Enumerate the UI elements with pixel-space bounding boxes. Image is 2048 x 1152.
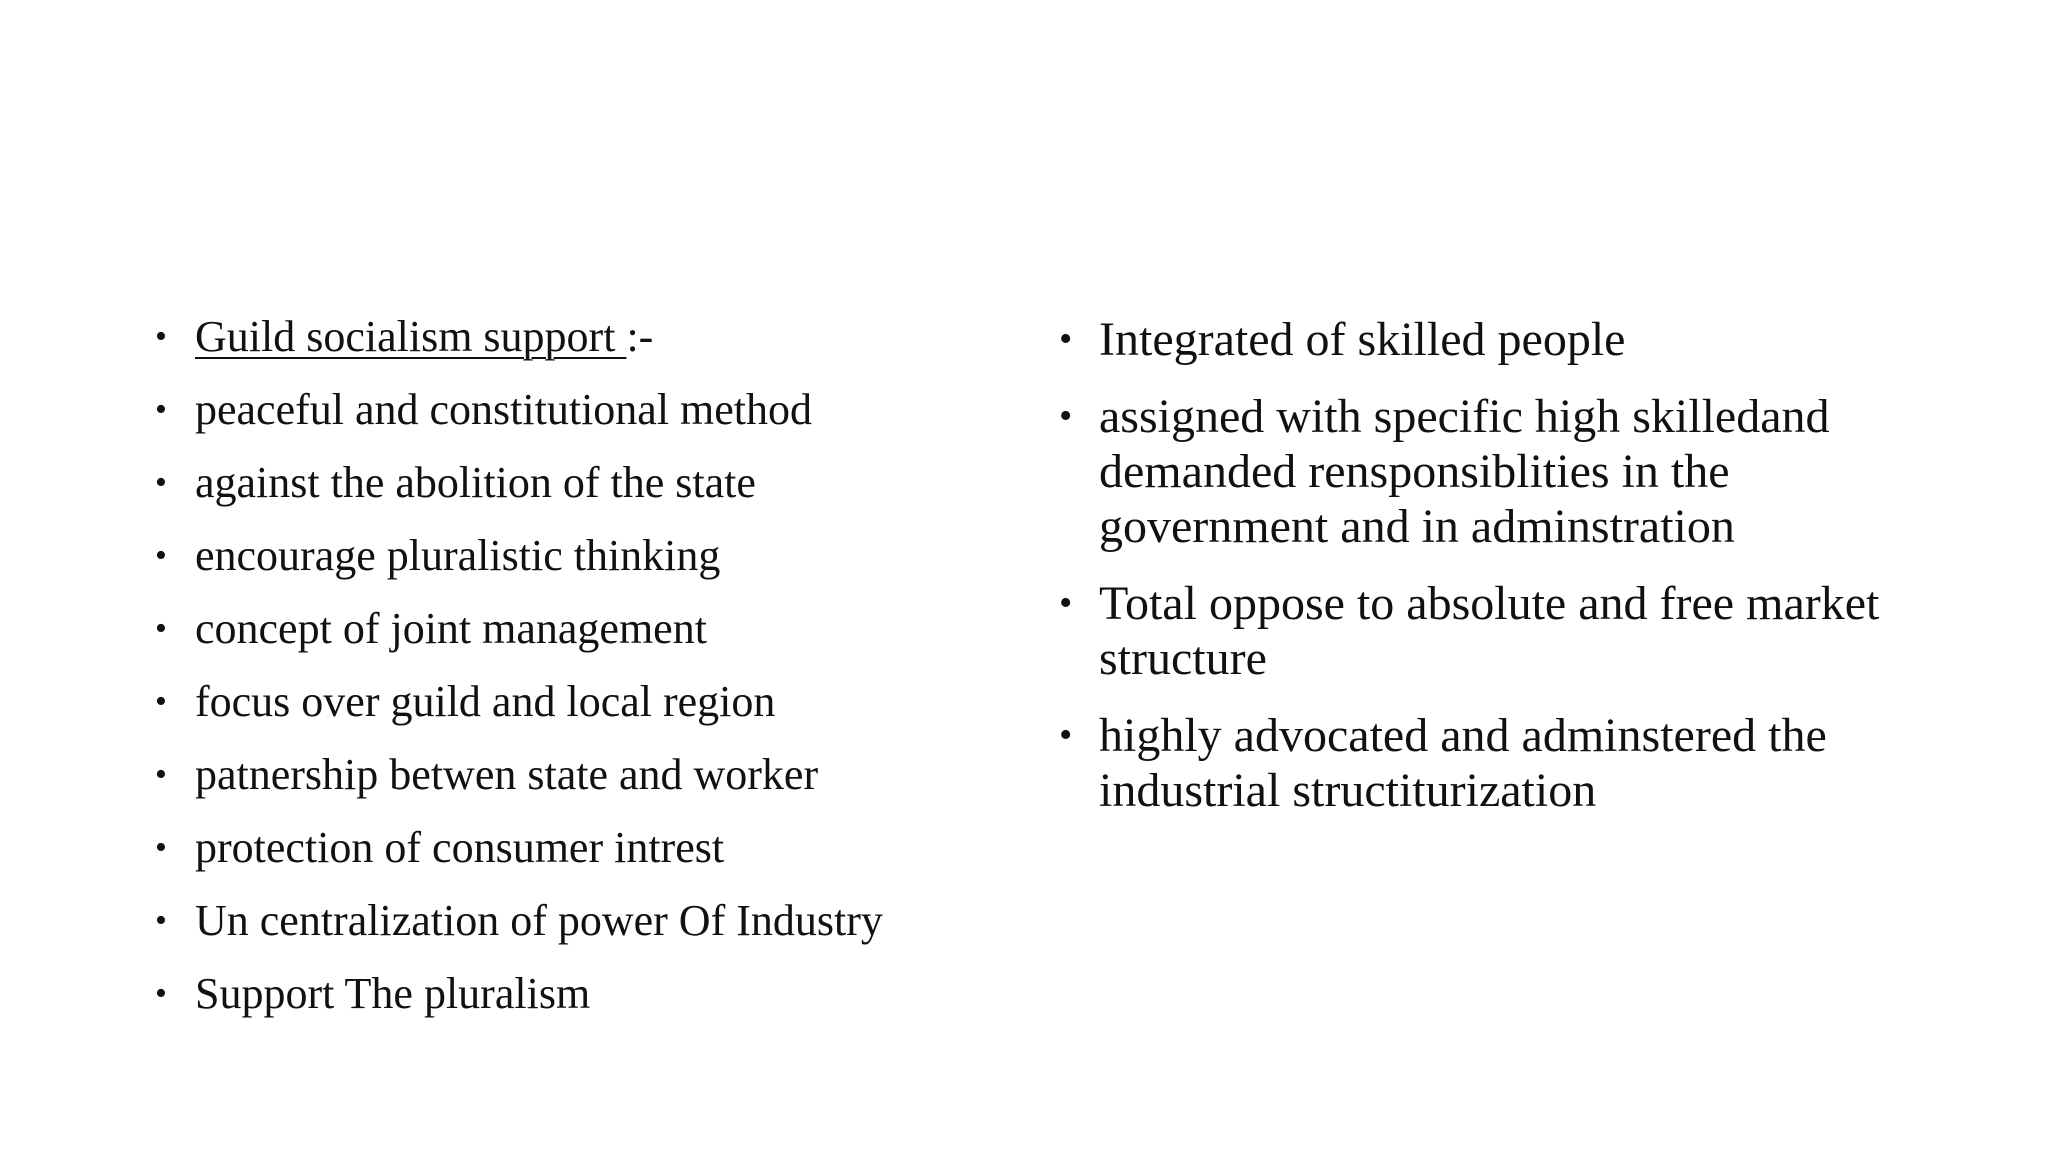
bullet-icon: • <box>155 683 167 720</box>
list-item <box>155 604 975 677</box>
list-item <box>1059 576 1959 686</box>
list-item-text: Un centralization of power Of Industry <box>195 896 883 945</box>
bullet-icon: • <box>155 756 167 793</box>
list-item-text: concept of joint management <box>195 604 707 653</box>
bullet-icon: • <box>1059 395 1073 437</box>
list-item-text: against the abolition of the state <box>195 458 756 507</box>
list-item-text: Total oppose to absolute and free market structure <box>1099 577 1880 685</box>
list-item-text: highly advocated and adminstered the industrial structiturization <box>1099 709 1827 817</box>
bullet-icon: • <box>155 537 167 574</box>
list-item <box>155 969 975 1042</box>
bullet-icon: • <box>1059 714 1073 756</box>
list-item-text: protection of consumer intrest <box>195 823 725 872</box>
list-heading-label: Guild socialism support <box>195 312 627 361</box>
list-heading-suffix: :- <box>626 312 654 361</box>
list-item <box>155 750 975 823</box>
right-bullet-list <box>1059 312 1959 840</box>
list-item <box>155 823 975 896</box>
bullet-icon: • <box>155 464 167 501</box>
list-item-text: Integrated of skilled people <box>1099 313 1626 366</box>
list-item-text: assigned with specific high skilledand demanded rensponsiblities in the government and in adminstration <box>1099 390 1830 553</box>
list-item <box>1059 312 1959 367</box>
list-item <box>155 531 975 604</box>
list-item <box>155 458 975 531</box>
bullet-icon: • <box>155 829 167 866</box>
list-item-text: encourage pluralistic thinking <box>195 531 721 580</box>
bullet-icon: • <box>155 902 167 939</box>
bullet-icon: • <box>155 318 167 355</box>
list-item-text: peaceful and constitutional method <box>195 385 813 434</box>
bullet-icon: • <box>155 975 167 1012</box>
list-item <box>1059 708 1959 818</box>
list-item <box>155 896 975 969</box>
bullet-icon: • <box>155 610 167 647</box>
bullet-icon: • <box>1059 318 1073 360</box>
list-item <box>1059 389 1959 554</box>
list-item <box>155 385 975 458</box>
list-item-text: focus over guild and local region <box>195 677 776 726</box>
bullet-icon: • <box>155 391 167 428</box>
list-item-text: patnership betwen state and worker <box>195 750 819 799</box>
list-item <box>155 677 975 750</box>
left-bullet-list <box>155 312 975 1042</box>
list-item-heading <box>155 312 975 385</box>
list-item-text: Support The pluralism <box>195 969 591 1018</box>
bullet-icon: • <box>1059 582 1073 624</box>
